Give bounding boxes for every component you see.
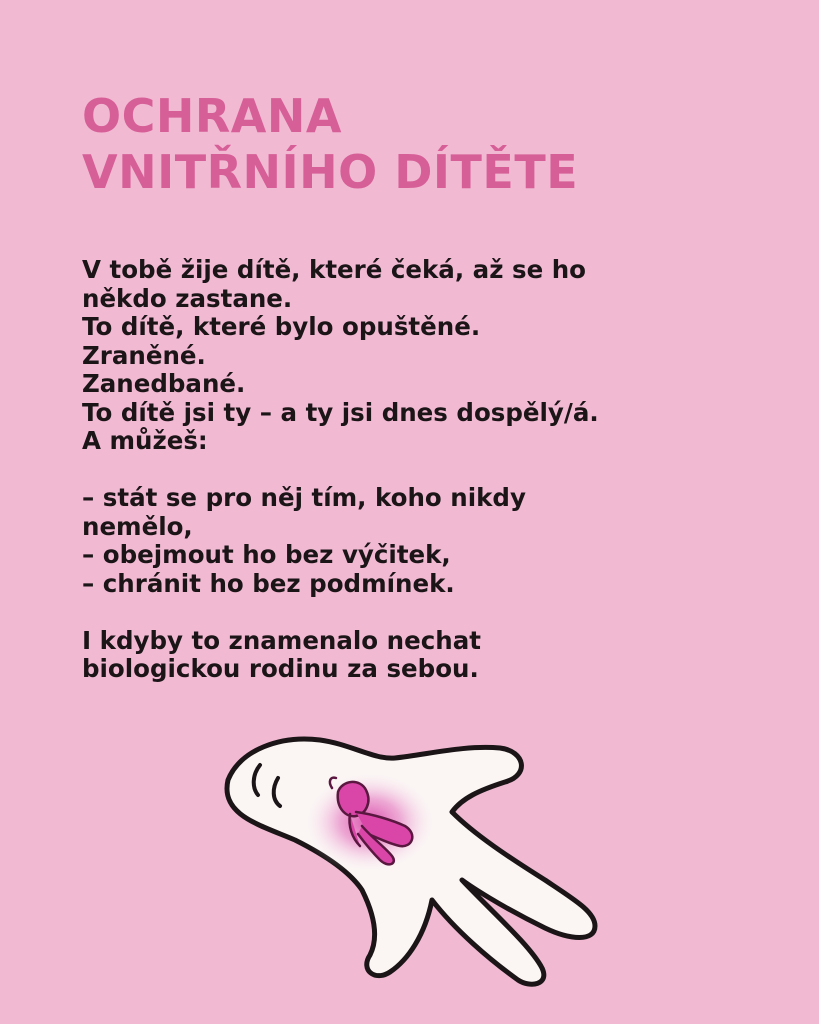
closing-line: biologickou rodinu za sebou.	[82, 654, 479, 683]
body-line: někdo zastane.	[82, 283, 293, 313]
body-line: A můžeš:	[82, 426, 208, 455]
body-text	[82, 256, 772, 684]
title-line-2: VNITŘNÍHO DÍTĚTE	[82, 145, 579, 199]
body-line: Zanedbané.	[82, 369, 246, 398]
bullet-line: – stát se pro něj tím, koho nikdy	[82, 483, 526, 512]
paragraph-gap	[82, 598, 772, 627]
body-line: To dítě, které bylo opuštěné.	[82, 312, 481, 341]
body-line: To dítě jsi ty – a ty jsi dnes dospělý/á.	[82, 397, 599, 427]
bullet-line: nemělo,	[82, 511, 193, 541]
body-line: Zraněné.	[82, 340, 206, 370]
title-line-1: OCHRANA	[82, 89, 342, 143]
bullet-line: – obejmout ho bez výčitek,	[82, 540, 451, 569]
page-title	[82, 88, 578, 200]
hand-illustration	[200, 730, 620, 990]
closing-line: I kdyby to znamenalo nechat	[82, 625, 481, 655]
paragraph-gap	[82, 456, 772, 485]
bullet-line: – chránit ho bez podmínek.	[82, 568, 455, 598]
body-line: V tobě žije dítě, které čeká, až se ho	[82, 255, 586, 284]
